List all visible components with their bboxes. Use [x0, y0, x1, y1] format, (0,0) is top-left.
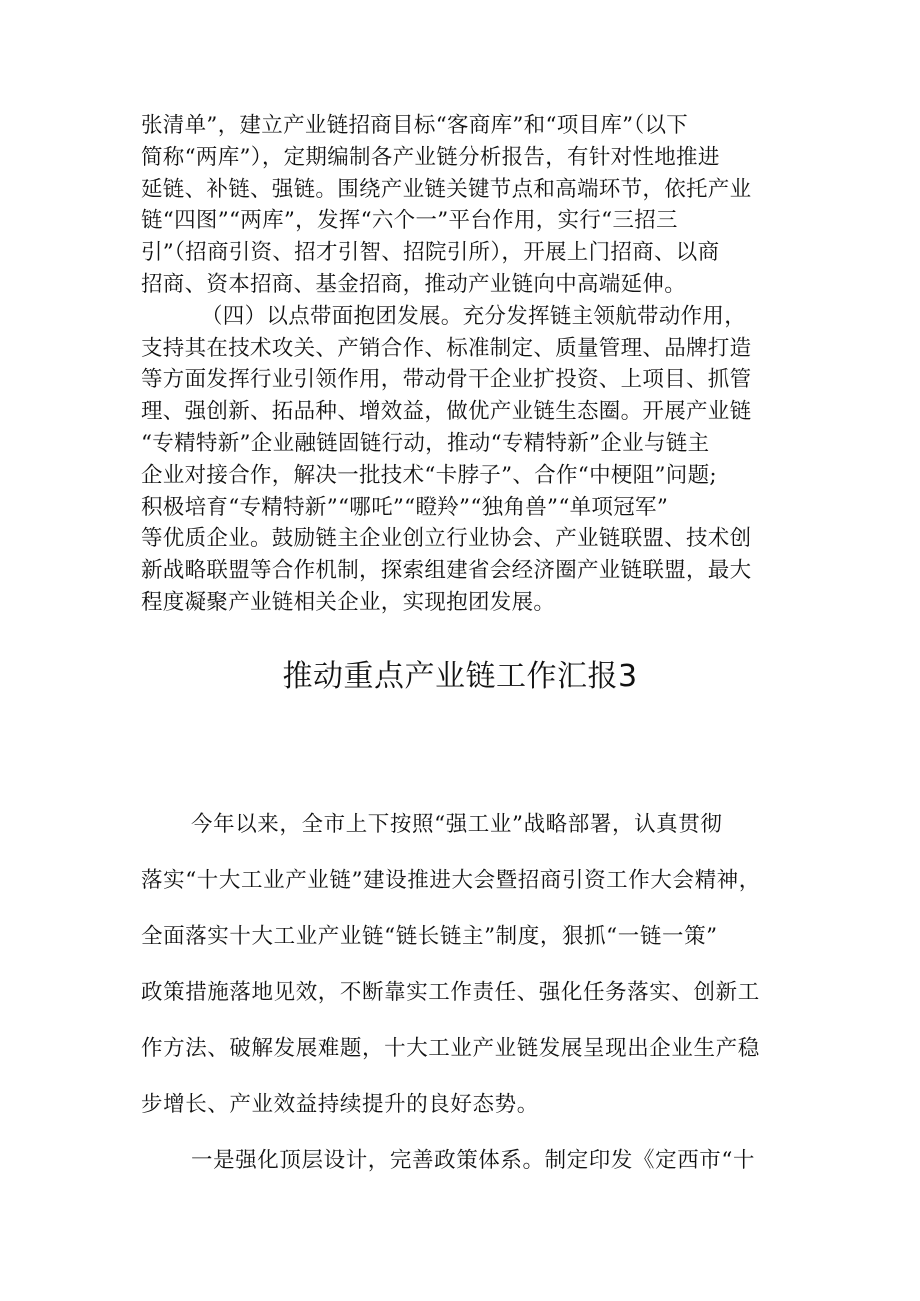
text-line: 简称“两库”），定期编制各产业链分析报告，有针对性地推进: [141, 144, 720, 170]
text-line: 链“四图”“两库”，发挥“六个一”平台作用，实行“三招三: [141, 208, 678, 234]
text-line: 步增长、产业效益持续提升的良好态势。: [141, 1092, 539, 1117]
text-line: 等方面发挥行业引领作用，带动骨干企业扩投资、上项目、抓管: [141, 367, 752, 393]
text-line: 新战略联盟等合作机制，探索组建省会经济圈产业链联盟，最大: [141, 558, 752, 584]
text-line: 理、强创新、拓品种、增效益，做优产业链生态圈。开展产业链: [141, 399, 752, 425]
text-line: 延链、补链、强链。围绕产业链关键节点和高端环节，依托产业: [141, 176, 752, 202]
text-line: 作方法、破解发展难题，十大工业产业链发展呈现出企业生产稳: [141, 1036, 760, 1061]
text-line: 招商、资本招商、基金招商，推动产业链向中高端延伸。: [141, 271, 687, 297]
text-line: 积极培育“专精特新”“哪吒”“瞪羚”“独角兽”“单项冠军”: [141, 494, 669, 520]
document-title: 推动重点产业链工作汇报3: [282, 659, 638, 694]
text-line: 企业对接合作，解决一批技术“卡脖子”、合作“中梗阻”问题;: [141, 462, 717, 488]
text-line: 今年以来，全市上下按照“强工业”战略部署，认真贯彻: [191, 812, 723, 837]
text-line: 引”（招商引资、招才引智、招院引所），开展上门招商、以商: [141, 240, 720, 266]
text-line: “专精特新”企业融链固链行动，推动“专精特新”企业与链主: [141, 430, 710, 456]
paragraph-heading-line: （四）以点带面抱团发展。充分发挥链主领航带动作用，: [201, 303, 747, 329]
section-1-body: [141, 110, 785, 619]
text-line: 政策措施落地见效，不断靠实工作责任、强化任务落实、创新工: [141, 980, 760, 1005]
text-line: 一是强化顶层设计，完善政策体系。制定印发《定西市“十: [191, 1148, 756, 1173]
text-line: 张清单”，建立产业链招商目标“客商库”和“项目库”（以下: [141, 113, 689, 138]
text-line: 落实“十大工业产业链”建设推进大会暨招商引资工作大会精神，: [141, 868, 761, 893]
text-line: 支持其在技术攻关、产销合作、标准制定、质量管理、品牌打造: [141, 335, 752, 361]
text-line: 等优质企业。鼓励链主企业创立行业协会、产业链联盟、技术创: [141, 526, 752, 552]
text-line: 程度凝聚产业链相关企业，实现抱团发展。: [141, 589, 556, 615]
section-2-body: [141, 797, 785, 1189]
text-line: 全面落实十大工业产业链“链长链主”制度，狠抓“一链一策”: [141, 924, 718, 949]
